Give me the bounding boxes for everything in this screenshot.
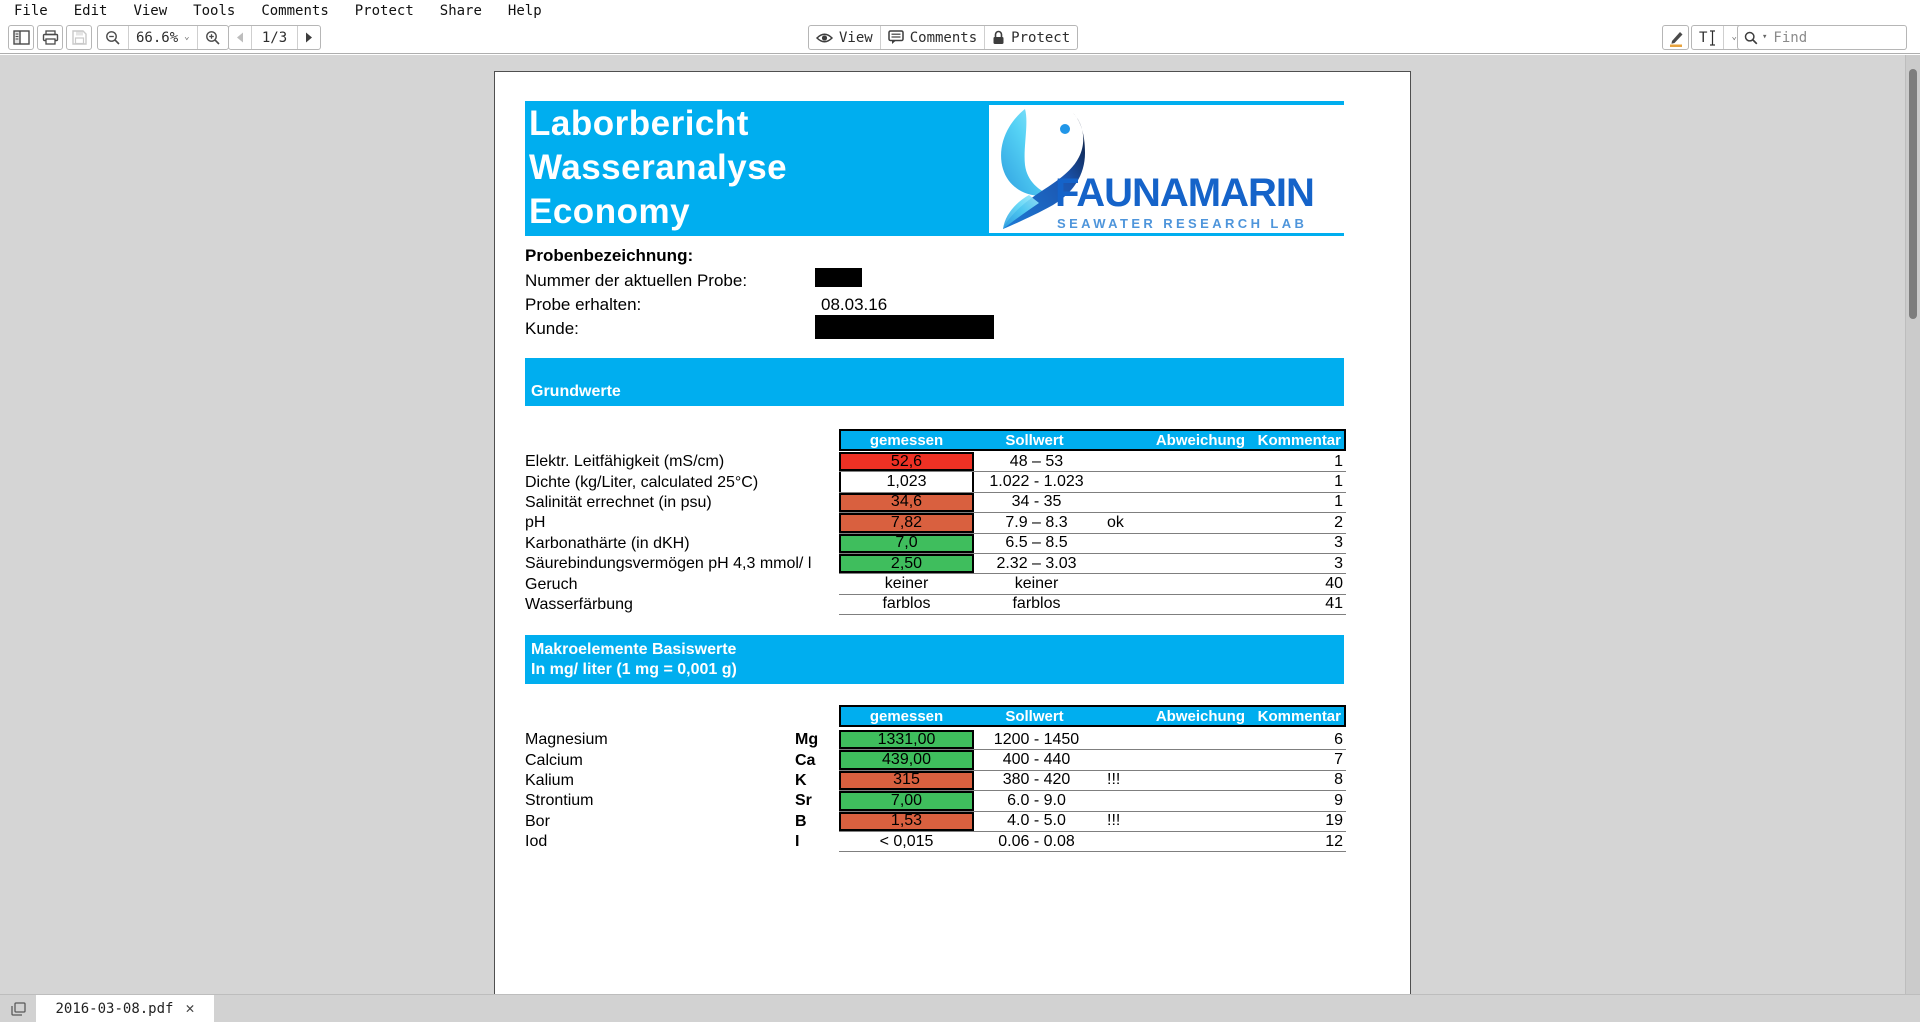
report-header-banner	[525, 101, 1344, 236]
cell-sollwert: 34 - 35	[1011, 493, 1062, 511]
window-restore-button[interactable]	[0, 995, 36, 1022]
page-indicator[interactable]	[251, 26, 297, 49]
cell-kommentar: 12	[1325, 832, 1343, 850]
row-values	[839, 534, 1346, 554]
padlock-icon	[992, 30, 1005, 45]
table-header-makroelemente	[839, 705, 1346, 727]
table-row	[525, 554, 1346, 574]
sample-number-label: Nummer der aktuellen Probe:	[525, 271, 748, 290]
cell-kommentar: 9	[1334, 791, 1343, 809]
row-element-symbol	[795, 513, 839, 533]
row-label: Bor	[525, 812, 550, 830]
cell-abweichung	[1099, 493, 1251, 512]
redacted-sample-number	[815, 268, 862, 287]
page-indicator-value: 1/3	[261, 29, 288, 46]
text-select-button[interactable]	[1692, 26, 1723, 49]
menu-item-share[interactable]: Share	[439, 3, 482, 19]
row-label: Geruch	[525, 575, 578, 593]
row-values	[839, 832, 1346, 852]
cell-abweichung	[1099, 832, 1251, 851]
cell-sollwert: 6.5 – 8.5	[1005, 534, 1068, 552]
table-row	[525, 812, 1346, 832]
cell-gemessen: 1331,00	[839, 730, 974, 749]
cell-abweichung	[1099, 472, 1251, 491]
cell-kommentar: 6	[1334, 730, 1343, 748]
row-element-symbol: K	[795, 771, 807, 789]
sample-received-value: 08.03.16	[821, 295, 888, 314]
row-label: Salinität errechnet (in psu)	[525, 493, 712, 511]
table-row	[525, 750, 1346, 770]
cell-abweichung	[1099, 595, 1251, 614]
page-navigation	[228, 25, 321, 50]
next-page-button[interactable]	[297, 26, 320, 49]
row-element-symbol	[795, 554, 839, 574]
cell-abweichung	[1099, 750, 1251, 769]
eye-icon	[816, 32, 833, 44]
row-values	[839, 595, 1346, 615]
cell-sollwert: 2.32 – 3.03	[996, 554, 1077, 572]
zoom-out-button[interactable]	[98, 26, 128, 49]
tab-bar	[0, 994, 1920, 1022]
cell-sollwert: 6.0 - 9.0	[1007, 791, 1066, 809]
chevron-down-icon: ⌄	[1731, 32, 1737, 42]
row-element-symbol: I	[795, 833, 800, 851]
row-element-symbol	[795, 452, 839, 472]
row-values	[839, 513, 1346, 533]
vertical-scrollbar[interactable]	[1905, 55, 1920, 994]
row-label: Magnesium	[525, 731, 608, 749]
chevron-down-icon: ⌄	[184, 32, 190, 42]
table-row	[525, 791, 1346, 811]
report-title	[529, 102, 787, 234]
cell-abweichung: !!!	[1107, 771, 1121, 789]
view-mode-button[interactable]	[809, 26, 880, 49]
column-header-kommentar: Kommentar	[1257, 707, 1341, 725]
cell-sollwert: 48 – 53	[1009, 452, 1064, 470]
menu-item-protect[interactable]: Protect	[354, 3, 414, 19]
cell-kommentar: 3	[1334, 554, 1343, 572]
column-header-kommentar: Kommentar	[1257, 431, 1341, 449]
row-label: Strontium	[525, 792, 594, 810]
menu-item-comments[interactable]: Comments	[261, 3, 329, 19]
pdf-page	[494, 71, 1411, 994]
zoom-controls	[97, 25, 229, 50]
column-header-gemessen: gemessen	[869, 707, 944, 725]
window-restore-icon	[11, 1002, 26, 1016]
cell-kommentar: 2	[1334, 513, 1343, 531]
row-values	[839, 771, 1346, 791]
protect-mode-button[interactable]	[984, 26, 1077, 49]
view-mode-label: View	[839, 29, 873, 46]
tab-close-icon[interactable]: ✕	[185, 999, 195, 1017]
cell-abweichung	[1099, 574, 1251, 593]
cell-gemessen: 1,53	[839, 812, 974, 831]
row-element-symbol	[795, 472, 839, 492]
row-values	[839, 493, 1346, 513]
cell-gemessen: farblos	[882, 595, 931, 613]
report-title-line: Laborbericht	[529, 104, 749, 143]
row-label: Wasserfärbung	[525, 595, 633, 613]
table-row	[525, 730, 1346, 750]
row-values	[839, 730, 1346, 750]
document-tab[interactable]	[36, 995, 214, 1022]
menu-item-tools[interactable]: Tools	[193, 3, 236, 19]
cell-sollwert: 1200 - 1450	[993, 730, 1080, 748]
report-title-line: Wasseranalyse	[529, 148, 788, 187]
section-banner-makroelemente	[525, 635, 1344, 684]
row-label: Karbonathärte (in dKH)	[525, 534, 690, 552]
speech-bubble-icon	[888, 30, 904, 45]
table-rows-makroelemente	[525, 730, 1346, 852]
row-label: Dichte (kg/Liter, calculated 25°C)	[525, 473, 759, 491]
row-label: Calcium	[525, 751, 583, 769]
row-values	[839, 452, 1346, 472]
zoom-level-value: 66.6%	[136, 29, 179, 46]
cell-abweichung	[1099, 730, 1251, 749]
column-header-sollwert: Sollwert	[1005, 707, 1064, 725]
row-element-symbol: Ca	[795, 751, 816, 769]
cell-gemessen: 315	[839, 771, 974, 790]
cell-gemessen: 34,6	[839, 493, 974, 512]
row-label: Säurebindungsvermögen pH 4,3 mmol/ l	[525, 555, 812, 573]
zoom-in-button[interactable]	[197, 26, 228, 49]
sample-info-heading: Probenbezeichnung:	[525, 246, 694, 265]
row-element-symbol	[795, 595, 839, 615]
toolbar	[0, 22, 1920, 54]
row-values	[839, 574, 1346, 594]
report-title-line: Economy	[529, 192, 691, 231]
cell-gemessen: 7,0	[839, 534, 974, 553]
cell-gemessen: < 0,015	[879, 832, 934, 850]
column-header-abweichung: Abweichung	[1155, 431, 1245, 449]
previous-page-button[interactable]	[229, 26, 251, 49]
tab-filename: 2016-03-08.pdf	[55, 1000, 174, 1017]
cell-abweichung	[1099, 534, 1251, 553]
column-header-sollwert: Sollwert	[1005, 431, 1064, 449]
search-options-chevron-icon[interactable]: ▾	[1762, 32, 1768, 42]
cell-gemessen: keiner	[884, 575, 929, 593]
cell-abweichung	[1099, 791, 1251, 810]
sidebar-toggle-icon	[13, 30, 30, 45]
row-label: Kalium	[525, 771, 574, 789]
redacted-customer	[815, 315, 994, 339]
search-icon	[1744, 31, 1758, 45]
brand-subtitle: SEAWATER RESEARCH LAB	[1057, 216, 1308, 231]
section-banner-line: Grundwerte	[531, 382, 621, 400]
find-box	[1737, 25, 1907, 50]
cell-sollwert: keiner	[1014, 575, 1059, 593]
cell-kommentar: 8	[1334, 771, 1343, 789]
cell-gemessen: 1,023	[839, 472, 974, 491]
protect-mode-label: Protect	[1011, 29, 1071, 46]
table-row	[525, 452, 1346, 472]
section-banner-line: In mg/ liter (1 mg = 0,001 g)	[531, 660, 737, 678]
table-row	[525, 832, 1346, 852]
cell-sollwert: 380 - 420	[1002, 771, 1071, 789]
menu-item-help[interactable]: Help	[507, 3, 542, 19]
cell-gemessen: 439,00	[839, 750, 974, 769]
next-page-icon	[305, 32, 313, 43]
cell-sollwert: farblos	[1012, 595, 1061, 613]
zoom-level-dropdown[interactable]	[128, 26, 197, 49]
cell-kommentar: 1	[1334, 452, 1343, 470]
cell-sollwert: 4.0 - 5.0	[1007, 812, 1066, 830]
cell-sollwert: 400 - 440	[1002, 751, 1071, 769]
cell-gemessen: 2,50	[839, 554, 974, 573]
sample-received-label: Probe erhalten:	[525, 295, 642, 314]
row-values	[839, 791, 1346, 811]
cell-kommentar: 3	[1334, 534, 1343, 552]
fauna-marin-logo	[989, 105, 1344, 233]
comments-mode-label: Comments	[909, 29, 978, 46]
cell-gemessen: 7,82	[839, 513, 974, 532]
previous-page-icon	[236, 32, 244, 43]
find-input[interactable]	[1771, 29, 1900, 47]
sidebar-toggle-button[interactable]	[8, 25, 34, 50]
row-element-symbol: Sr	[795, 792, 812, 810]
table-row	[525, 595, 1346, 615]
table-row	[525, 513, 1346, 533]
menu-item-file[interactable]: File	[14, 3, 48, 19]
cell-sollwert: 7.9 – 8.3	[1005, 513, 1068, 531]
cell-kommentar: 1	[1334, 473, 1343, 491]
row-label: Iod	[525, 833, 548, 851]
cell-kommentar: 19	[1325, 812, 1343, 830]
row-element-symbol	[795, 574, 839, 594]
cell-abweichung	[1099, 554, 1251, 573]
section-banner-grundwerte	[525, 358, 1344, 406]
i-beam-icon	[1709, 30, 1716, 46]
customer-label: Kunde:	[525, 319, 579, 338]
row-values	[839, 750, 1346, 770]
mode-switcher	[808, 25, 1078, 50]
row-values	[839, 472, 1346, 492]
row-label: Elektr. Leitfähigkeit (mS/cm)	[525, 453, 725, 471]
cell-kommentar: 41	[1325, 595, 1343, 613]
document-viewer[interactable]	[0, 55, 1920, 994]
menu-item-view[interactable]: View	[133, 3, 168, 19]
cell-gemessen: 52,6	[839, 452, 974, 471]
table-row	[525, 771, 1346, 791]
zoom-in-icon	[205, 30, 221, 46]
column-header-abweichung: Abweichung	[1155, 707, 1245, 725]
row-element-symbol: Mg	[795, 731, 819, 749]
cell-kommentar: 40	[1325, 575, 1343, 593]
cell-sollwert: 0.06 - 0.08	[998, 832, 1075, 850]
row-values	[839, 554, 1346, 574]
table-row	[525, 534, 1346, 554]
save-icon	[72, 30, 87, 45]
cell-gemessen: 7,00	[839, 791, 974, 810]
row-element-symbol: B	[795, 812, 807, 830]
menu-item-edit[interactable]: Edit	[73, 3, 108, 19]
column-header-gemessen: gemessen	[869, 431, 944, 449]
cell-kommentar: 7	[1334, 751, 1343, 769]
print-button[interactable]	[37, 25, 63, 50]
zoom-out-icon	[105, 30, 121, 46]
row-element-symbol	[795, 534, 839, 554]
highlight-pen-button[interactable]	[1662, 25, 1689, 50]
text-cursor-icon: T	[1699, 29, 1708, 46]
table-rows-grundwerte	[525, 452, 1346, 615]
highlight-pen-icon	[1667, 29, 1685, 47]
cell-abweichung: ok	[1107, 513, 1124, 531]
table-row	[525, 472, 1346, 492]
cell-abweichung	[1099, 452, 1251, 471]
comments-mode-button[interactable]	[880, 26, 984, 49]
row-values	[839, 812, 1346, 832]
cell-kommentar: 1	[1334, 493, 1343, 511]
table-row	[525, 493, 1346, 513]
table-header-grundwerte	[839, 429, 1346, 451]
scrollbar-thumb[interactable]	[1909, 69, 1917, 319]
save-button[interactable]	[66, 25, 92, 50]
brand-name: FAUNAMARIN	[1055, 171, 1314, 215]
cell-abweichung: !!!	[1107, 812, 1121, 830]
table-row	[525, 574, 1346, 594]
row-element-symbol	[795, 493, 839, 513]
cell-sollwert: 1.022 - 1.023	[989, 473, 1084, 491]
menu-bar	[0, 0, 1920, 22]
print-icon	[42, 30, 59, 45]
row-label: pH	[525, 514, 546, 532]
section-banner-line: Makroelemente Basiswerte	[531, 641, 737, 658]
